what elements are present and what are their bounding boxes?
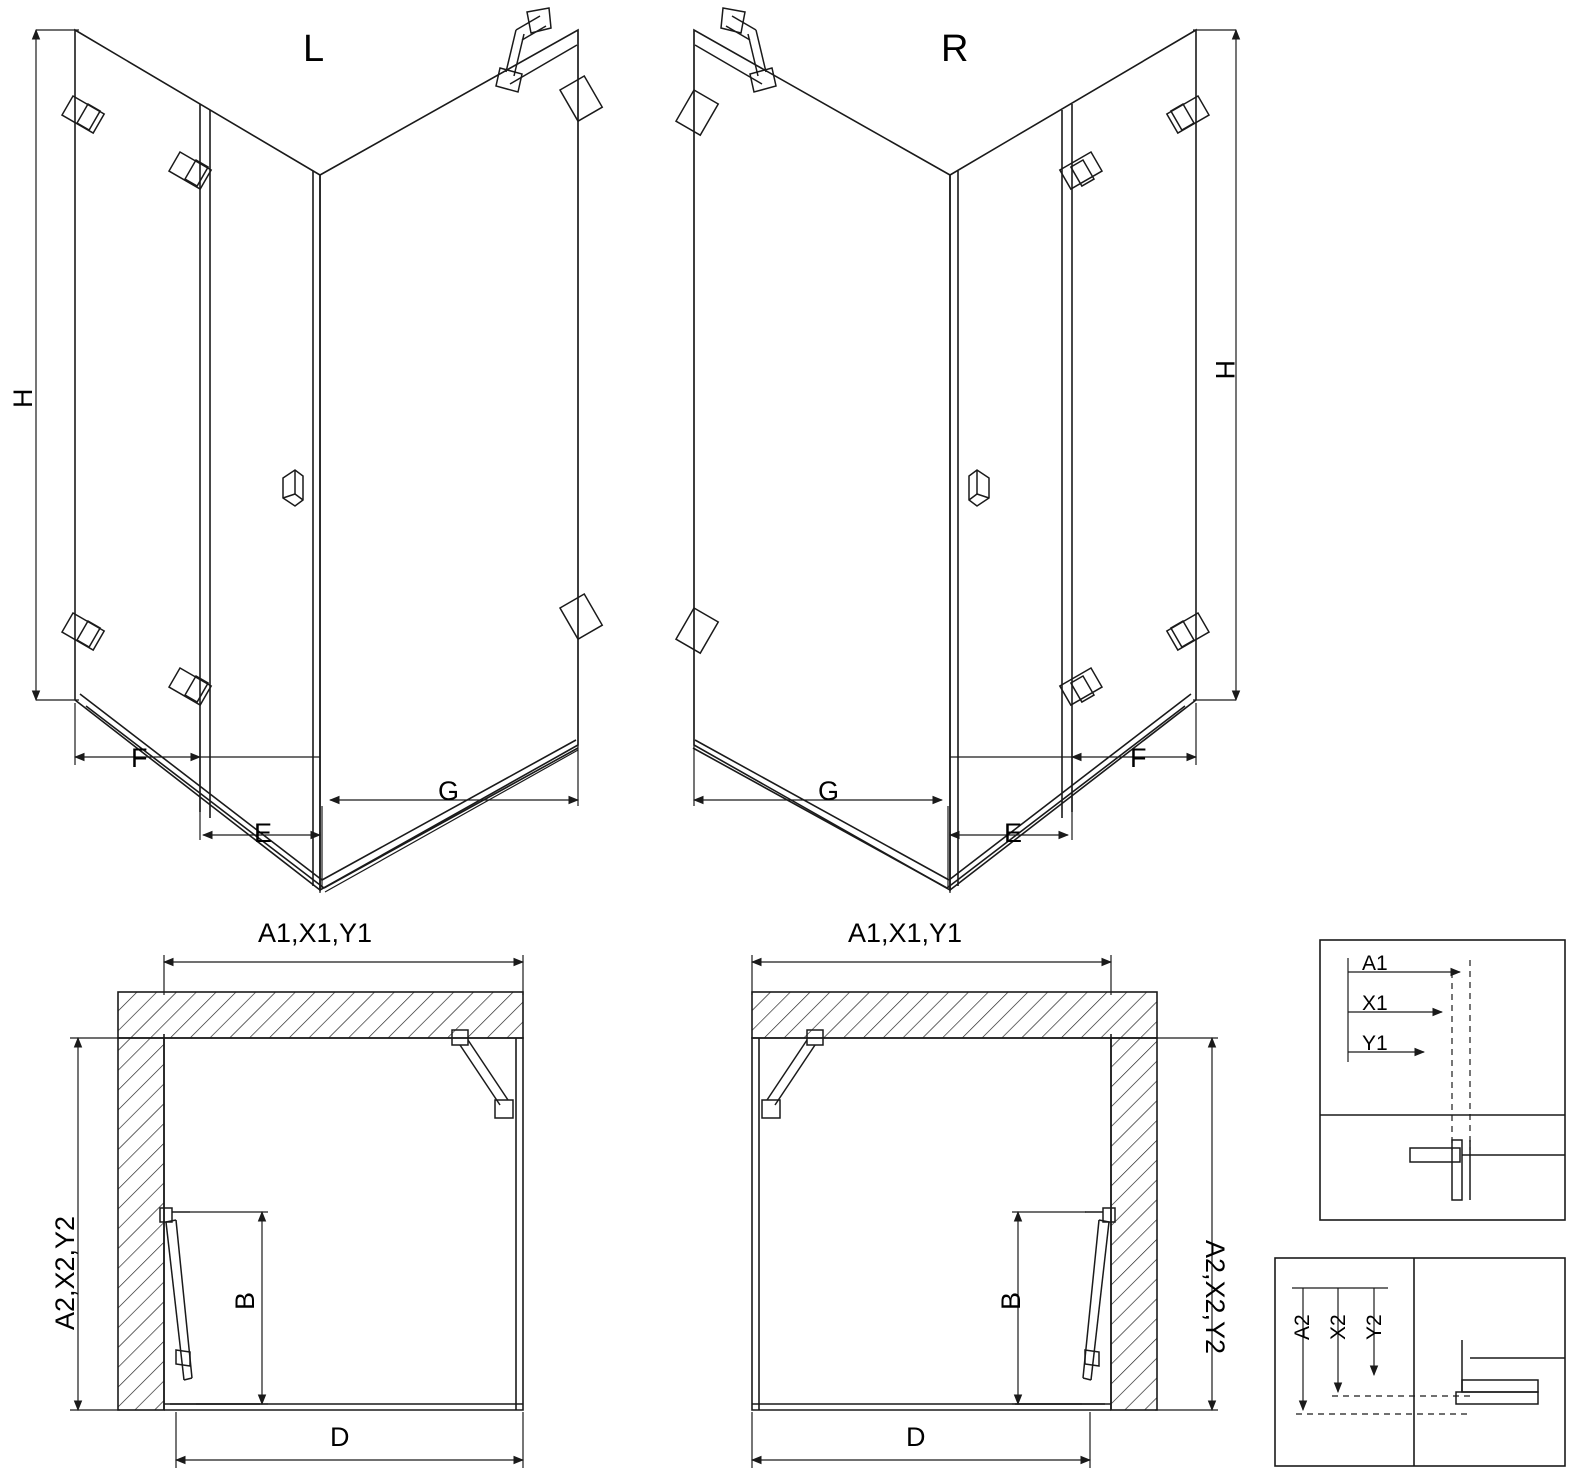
iso-right-title: R bbox=[941, 28, 969, 70]
iso-left-dim-e: E bbox=[254, 818, 273, 848]
detail-top-row-x1: X1 bbox=[1362, 992, 1388, 1015]
detail-bottom-row-x2: X2 bbox=[1327, 1314, 1350, 1340]
plan-right bbox=[752, 955, 1218, 1468]
detail-bottom-row-y2: Y2 bbox=[1363, 1314, 1386, 1340]
iso-right-dimensions bbox=[694, 30, 1240, 893]
iso-right-stabilizer bbox=[695, 8, 776, 92]
iso-left-dim-g: G bbox=[438, 776, 460, 806]
iso-left-door-knob bbox=[283, 470, 303, 506]
iso-left-dimensions bbox=[36, 30, 578, 893]
detail-top-row-a1: A1 bbox=[1362, 952, 1388, 975]
plan-left-side-dim: A2,X2,Y2 bbox=[50, 1215, 80, 1330]
iso-left-stabilizer bbox=[496, 8, 577, 92]
detail-top-row-y1: Y1 bbox=[1362, 1032, 1388, 1055]
iso-left-hinges bbox=[62, 76, 602, 705]
plan-left-top-dim: A1,X1,Y1 bbox=[258, 918, 373, 948]
iso-left-height-label: H bbox=[8, 388, 38, 408]
iso-left-dim-f: F bbox=[131, 743, 148, 773]
plan-right-door-dim: B bbox=[996, 1291, 1026, 1310]
iso-right-enclosure bbox=[693, 30, 1196, 890]
detail-bottom-row-a2: A2 bbox=[1291, 1314, 1314, 1340]
iso-right-hinges bbox=[676, 90, 1209, 705]
iso-right-dim-g: G bbox=[818, 776, 840, 806]
plan-right-top-dim: A1,X1,Y1 bbox=[848, 918, 963, 948]
iso-left-enclosure bbox=[75, 30, 578, 890]
iso-right-door-knob bbox=[969, 470, 989, 506]
plan-left-bottom-dim: D bbox=[330, 1422, 350, 1452]
plan-left bbox=[70, 955, 523, 1468]
detail-top bbox=[1320, 940, 1565, 1220]
iso-right-dim-e: E bbox=[1004, 818, 1023, 848]
iso-right-height-label: H bbox=[1210, 360, 1240, 380]
plan-left-door-dim: B bbox=[230, 1291, 260, 1310]
iso-right-dim-f: F bbox=[1130, 743, 1147, 773]
plan-right-bottom-dim: D bbox=[906, 1422, 926, 1452]
plan-right-side-dim: A2,X2,Y2 bbox=[1200, 1240, 1230, 1355]
iso-left-title: L bbox=[303, 28, 325, 70]
detail-bottom bbox=[1275, 1258, 1565, 1466]
